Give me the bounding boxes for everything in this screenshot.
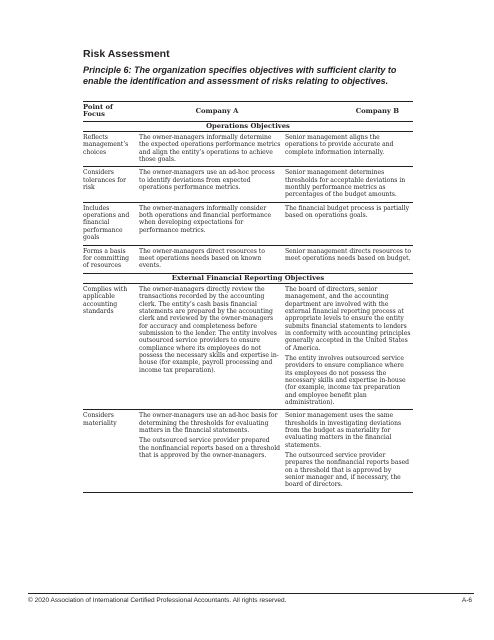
company-a-cell (137, 132, 283, 167)
cell-paragraph: The owner-managers informally consider both operations and financial performance when developing expectations for performance metrics. (139, 204, 272, 234)
group-title: Operations Objectives (83, 121, 413, 131)
table-row (83, 202, 413, 245)
company-b-cell (283, 245, 413, 273)
group-header-operations (83, 121, 413, 131)
principle-statement: Principle 6: The organization specifies objectives with sufficient clarity to enable the identification and assessment of risks relating to objectives. (83, 65, 397, 86)
footer-copyright: © 2020 Association of International Certified Professional Accountants. All rights reserved. (28, 597, 287, 604)
table-header-row (83, 102, 413, 122)
company-b-cell (283, 283, 413, 410)
company-a-cell (137, 167, 283, 202)
footer-divider (28, 593, 474, 594)
point-of-focus-cell: Includes operations and financial performance goals (83, 202, 137, 245)
point-of-focus-cell: Considers materiality (83, 410, 137, 492)
cell-paragraph: The owner-managers use an ad-hoc process to identify deviations from expected operations performance metrics. (139, 169, 275, 192)
cell-paragraph: The financial budget process is partially based on operations goals. (285, 204, 410, 220)
cell-paragraph: The board of directors, senior management, and the accounting department are involved with the external financial reporting process at appropriate levels to ensure the entity submits financial statements to lenders in conformity with accounting principles generally accepted in the United States of America. (285, 285, 411, 352)
cell-paragraph: Senior management aligns the operations to provide accurate and complete information internally. (285, 134, 394, 156)
cell-paragraph: The owner-managers direct resources to meet operations needs based on known events. (139, 247, 265, 270)
cell-paragraph: Senior management determines thresholds for acceptable deviations in monthly performance metrics as percentages of the budget amounts. (285, 169, 406, 199)
table-row (83, 410, 413, 492)
cell-paragraph: The owner-managers use an ad-hoc basis for determining the thresholds for evaluating matters in the financial statements. (139, 412, 278, 435)
company-a-cell (137, 283, 283, 410)
header-company-a: Company A (137, 102, 283, 122)
company-b-cell (283, 202, 413, 245)
point-of-focus-cell: Complies with applicable accounting standards (83, 283, 137, 410)
table-row (83, 245, 413, 273)
cell-paragraph: Senior management uses the same thresholds in investigating deviations from the budget as materiality for evaluating matters in the financial statements. (285, 412, 402, 449)
cell-paragraph: The outsourced service provider prepared the nonfinancial reports based on a threshold that is approved by the owner-managers. (139, 437, 281, 460)
company-a-cell (137, 202, 283, 245)
group-title: External Financial Reporting Objectives (83, 273, 413, 283)
cell-paragraph: The owner-managers directly review the transactions recorded by the accounting clerk. The entity’s cash basis financial statements are prepared by the accounting clerk and reviewed by the owner-managers for accuracy and completeness before submission to the lender. The entity involves outsourced service providers to ensure compliance where its employees do not possess the necessary skills and expertise in-house (for example, payroll processing and income tax preparation). (139, 285, 279, 374)
cell-paragraph: The outsourced service provider prepares the nonfinancial reports based on a threshold that is approved by senior manager and, if necessary, the board of directors. (285, 452, 410, 489)
point-of-focus-cell: Considers tolerances for risk (83, 167, 137, 202)
point-of-focus-cell: Reflects management’s choices (83, 132, 137, 167)
table-row (83, 132, 413, 167)
cell-paragraph: Senior management directs resources to meet operations needs based on budget. (285, 247, 411, 262)
group-header-financial-reporting (83, 273, 413, 283)
page-number: A-6 (461, 597, 472, 604)
risk-assessment-table (83, 101, 413, 493)
company-a-cell (137, 410, 283, 492)
cell-paragraph: The entity involves outsourced service providers to ensure compliance where its employees do not possess the necessary skills and expertise in-house (for example, income tax preparation and employee benefit plan administration). (285, 354, 406, 407)
header-company-b: Company B (283, 102, 413, 122)
point-of-focus-cell: Forms a basis for committing of resources (83, 245, 137, 273)
company-b-cell (283, 167, 413, 202)
company-b-cell (283, 410, 413, 492)
table-row (83, 283, 413, 410)
company-b-cell (283, 132, 413, 167)
table-row (83, 167, 413, 202)
company-a-cell (137, 245, 283, 273)
cell-paragraph: The owner-managers informally determine the expected operations performance metrics and align the entity’s operations to achieve those goals. (139, 134, 281, 164)
header-point-of-focus: Point of Focus (83, 102, 137, 122)
section-heading: Risk Assessment (83, 48, 170, 60)
